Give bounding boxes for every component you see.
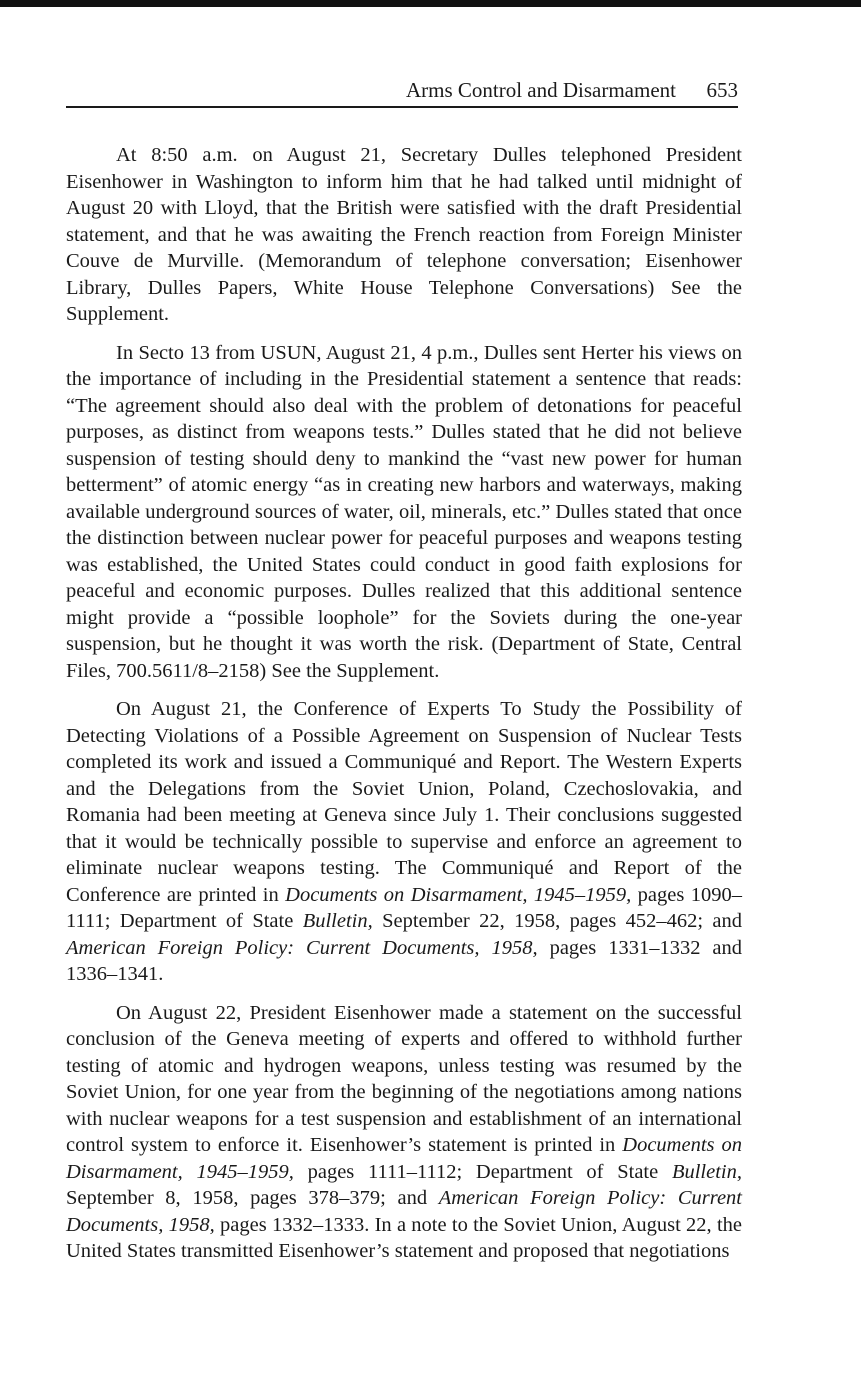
paragraph-secto-13: [66, 340, 742, 685]
paragraph-eisenhower-statement: [66, 1000, 742, 1265]
paragraph-text: pages 1090–1111; Department of State: [66, 883, 742, 932]
paragraph-text: pages 1111–1112; Department of State: [293, 1160, 672, 1183]
paragraph-dulles-telephone-call: [66, 142, 742, 328]
paragraph-text: At 8:50 a.m. on August 21, Secretary Dulles telephoned President Eisenhower in Washington to inform him that he had talked until midnight of August 20 with Lloyd, that the British were satisfied with the draft Presidential statement, and that he was awaiting the French reaction from Foreign Minister Couve de Murville. (Memorandum of telephone conversation; Eisenhower Library, Dulles Papers, White House Telephone Conversations) See the Supplement.: [66, 144, 742, 325]
running-head-title: Arms Control and Disarmament: [405, 78, 676, 102]
body-text: [66, 142, 742, 1277]
paragraph-text: On August 21, the Conference of Experts To Study the Possibility of Detecting Violations of a Possible Agreement on Suspension of Nuclear Tests completed its work and issued a Communiqué and Report. The Western Experts and the Delegations from the Soviet Union, Poland, Czechoslovakia, and Romania had been meeting at Geneva since July 1. Their conclusions suggested that it would be technically possible to supervise and enforce an agreement to eliminate nuclear weapons testing. The Communiqué and Report of the Conference are printed in: [66, 698, 742, 906]
citation-title: Bulletin,: [302, 910, 373, 932]
citation-title: American Foreign Policy: Current Documents, 1958,: [66, 936, 538, 959]
paragraph-text: On August 22, President Eisenhower made a statement on the successful conclusion of the Geneva meeting of experts and offered to withhold further testing of atomic and hydrogen weapons, unless testing was resumed by the Soviet Union, for one year from the beginning of the negotiations among nations with nuclear weapons for a test suspension and establishment of an international control system to enforce it. Eisenhower’s statement is printed in: [66, 1001, 742, 1156]
paragraph-text: pages 1332–1333. In a note to the Soviet Union, August 22, the United States transmitted Eisenhower’s statement and proposed that negotiations: [66, 1213, 742, 1262]
citation-title: Documents on Disarmament, 1945–1959,: [285, 883, 632, 906]
running-head: [66, 76, 738, 108]
citation-title: American Foreign Policy: Current Documents, 1958,: [66, 1187, 742, 1236]
paragraph-text: September 8, 1958, pages 378–379; and: [66, 1187, 439, 1209]
citation-title: Documents on Disarmament, 1945–1959,: [66, 1134, 743, 1183]
paragraph-text: pages 1331–1332 and 1336–1341.: [66, 936, 743, 985]
paragraph-conference-of-experts: [66, 696, 742, 988]
paragraph-text: In Secto 13 from USUN, August 21, 4 p.m., Dulles sent Herter his views on the importance of including in the Presidential statement a sentence that reads: “The agreement should also deal with the problem of detonations for peaceful purposes, as distinct from weapons tests.” Dulles stated that he did not believe suspension of testing should deny to mankind the “vast new power for human betterment” of atomic energy “as in creating new harbors and waterways, making available underground sources of water, oil, minerals, etc.” Dulles stated that once the distinction between nuclear power for peaceful purposes and weapons testing was established, the United States could conduct in good faith explosions for peaceful and economic purposes. Dulles realized that this additional sentence might provide a “possible loophole” for the Soviets during the one-year suspension, but he thought it was worth the risk. (Department of State, Central Files, 700.5611/8–2158) See the Supplement.: [66, 341, 742, 682]
page-number: 653: [706, 78, 738, 102]
citation-title: Bulletin,: [671, 1160, 742, 1183]
paragraph-text: September 22, 1958, pages 452–462; and: [372, 910, 743, 932]
scan-top-edge: [0, 0, 861, 7]
